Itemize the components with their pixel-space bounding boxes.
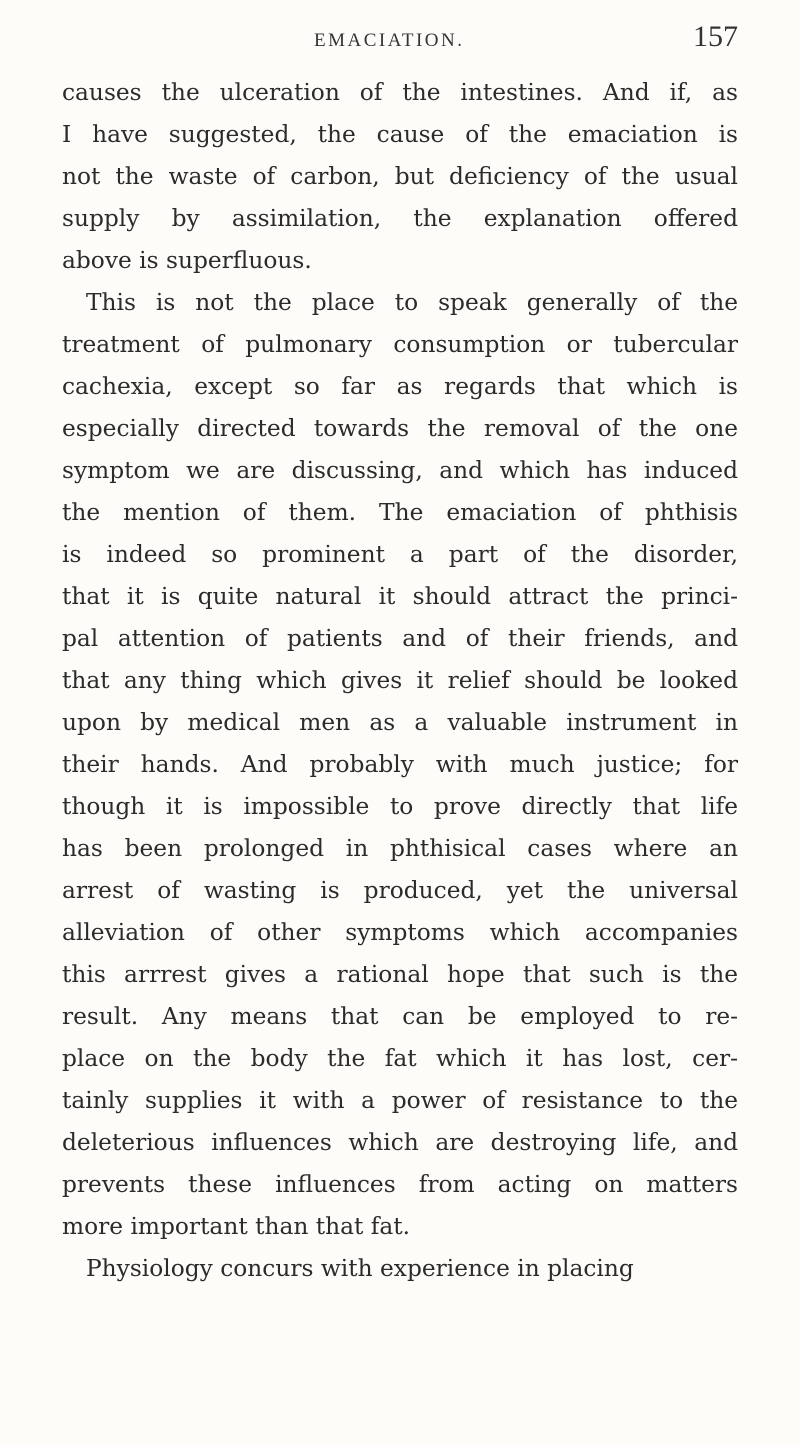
text-line: deleterious influences which are destroying life, and [62,1129,738,1156]
text-line: pal attention of patients and of their friends, and [62,625,738,652]
body-text [62,72,738,1290]
text-line: arrest of wasting is produced, yet the universal [62,877,738,904]
text-line: not the waste of carbon, but deficiency of the usual [62,163,738,190]
text-line: that it is quite natural it should attract the princi- [62,583,738,610]
text-line: especially directed towards the removal of the one [62,415,738,442]
text-line: cachexia, except so far as regards that which is [62,373,738,400]
text-line: the mention of them. The emaciation of phthisis [62,499,738,526]
text-line: their hands. And probably with much justice; for [62,751,738,778]
text-line: alleviation of other symptoms which accompanies [62,919,738,946]
text-line: This is not the place to speak generally of the [86,289,738,316]
text-line: has been prolonged in phthisical cases where an [62,835,738,862]
text-line: though it is impossible to prove directly that life [62,793,738,820]
text-line: that any thing which gives it relief should be looked [62,667,738,694]
text-line: causes the ulceration of the intestines. And if, as [62,79,738,106]
text-line: I have suggested, the cause of the emaciation is [62,121,738,148]
text-line: Physiology concurs with experience in placing [86,1255,634,1282]
text-line: more important than that fat. [62,1213,411,1240]
text-line: treatment of pulmonary consumption or tubercular [62,331,738,358]
text-line: prevents these influences from acting on matters [62,1171,738,1198]
running-head [0,16,800,56]
text-line: supply by assimilation, the explanation offered [62,205,738,232]
running-title: EMACIATION. [314,30,465,51]
text-line: symptom we are discussing, and which has induced [62,457,738,484]
text-line: place on the body the fat which it has lost, cer- [62,1045,738,1072]
text-line: tainly supplies it with a power of resistance to the [62,1087,738,1114]
text-line: upon by medical men as a valuable instrument in [62,709,738,736]
text-line: above is superfluous. [62,247,312,274]
text-line: this arrrest gives a rational hope that such is the [62,961,738,988]
text-line: is indeed so prominent a part of the disorder, [62,541,738,568]
page-number: 157 [693,20,738,53]
text-line: result. Any means that can be employed to re- [62,1003,738,1030]
